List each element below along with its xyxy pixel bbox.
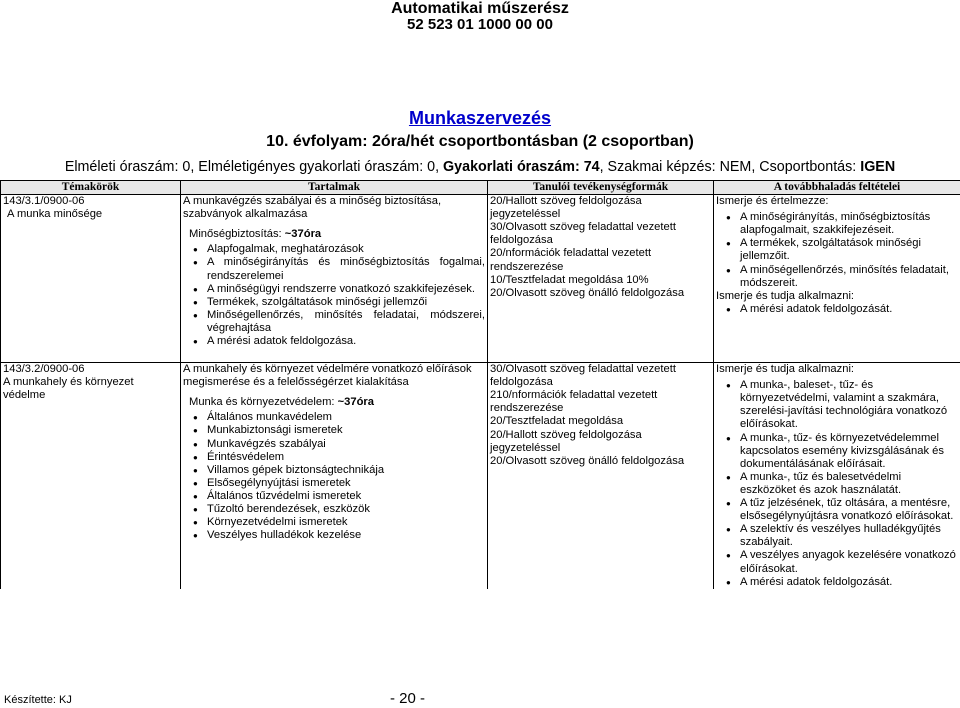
condition-item: ● A mérési adatok feldolgozását. — [724, 576, 958, 589]
table-header-row — [1, 181, 960, 195]
conditions-heading: Ismerje és értelmezze: — [716, 195, 829, 208]
condition-item: ● A munka-, tűz és balesetvédelmi eszközöket és azok használatát. — [724, 471, 958, 497]
content-item: ● Minőségellenőrzés, minősítés feladatai, módszerei, végrehajtása — [193, 309, 485, 335]
table-row — [1, 363, 960, 589]
conditions-list — [716, 211, 958, 290]
condition-item: ● A mérési adatok feldolgozását. — [724, 303, 958, 316]
condition-item: ● A tűz jelzésének, tűz oltására, a mentésre, elsősegélynyújtásra vonatkozó előírásokat. — [724, 497, 958, 523]
hours-part-a: Elméleti óraszám: 0, Elméletigényes gyakorlati óraszám: 0, — [64, 159, 444, 175]
content-item: ● A minőségirányítás és minőségbiztosítás fogalmai, rendszerelemei — [193, 256, 485, 282]
content-cell — [181, 195, 488, 363]
content-item: ● Munkavégzés szabályai — [193, 438, 485, 451]
content-list — [183, 243, 485, 348]
content-list — [183, 411, 485, 542]
activity-item: 30/Olvasott szöveg feladattal vezetett feldolgozása — [490, 221, 676, 247]
activity-item: 20/Olvasott szöveg önálló feldolgozása — [490, 286, 685, 299]
hours-info — [0, 159, 960, 175]
content-item: ● Elsősegélynyújtási ismeretek — [193, 477, 485, 490]
conditions-heading: Ismerje és tudja alkalmazni: — [716, 363, 855, 376]
column-header: Témakörök — [1, 181, 181, 195]
condition-item: ● A minőségellenőrzés, minősítés feladatait, módszereit. — [724, 264, 958, 290]
subheading-hours: ~37óra — [337, 396, 375, 409]
activities-cell — [488, 195, 714, 363]
content-item: ● Általános tűzvédelmi ismeretek — [193, 490, 485, 503]
document-title: Automatikai műszerész — [391, 0, 569, 17]
hours-part-b: Gyakorlati óraszám: 74 — [443, 159, 600, 175]
hours-part-c: , Szakmai képzés: NEM, Csoportbontás: — [599, 159, 861, 175]
document-code: 52 523 01 1000 00 00 — [407, 16, 553, 33]
condition-item: ● A szelektív és veszélyes hulladékgyűjtés szabályait. — [724, 523, 958, 549]
subheading-label: Munka és környezetvédelem: — [189, 396, 338, 409]
condition-item: ● A veszélyes anyagok kezelésére vonatkozó előírásokat. — [724, 549, 958, 575]
content-subheading — [189, 396, 485, 409]
column-header: Tartalmak — [181, 181, 488, 195]
conditions-cell — [714, 363, 960, 589]
activity-item: 20/Olvasott szöveg önálló feldolgozása — [490, 454, 685, 467]
subject-heading: Munkaszervezés — [408, 108, 552, 128]
content-intro: A munkahely és környezet védelmére vonatkozó előírások megismerése és a felelősségérzet kialakítása — [183, 363, 472, 389]
hours-part-d: IGEN — [860, 159, 896, 175]
content-intro: A munkavégzés szabályai és a minőség biztosítása, szabványok alkalmazása — [183, 195, 442, 221]
activity-item: 30/Olvasott szöveg feladattal vezetett feldolgozása — [490, 363, 676, 389]
condition-item: ● A munka-, tűz- és környezetvédelemmel kapcsolatos esemény kivizsgálásának és dokumentálásának előírásait. — [724, 432, 958, 471]
content-item: ● Termékek, szolgáltatások minőségi jellemzői — [193, 296, 485, 309]
table-row — [1, 195, 960, 363]
topic-code: 143/3.2/0900-06 — [3, 363, 85, 376]
curriculum-table — [0, 180, 960, 589]
activity-item: 20/Hallott szöveg feldolgozása jegyzeteléssel — [490, 428, 642, 454]
content-item: ● Tűzoltó berendezések, eszközök — [193, 503, 485, 516]
content-item: ● Általános munkavédelem — [193, 411, 485, 424]
content-item: ● Veszélyes hulladékok kezelése — [193, 529, 485, 542]
content-item: ● Érintésvédelem — [193, 451, 485, 464]
content-item: ● A mérési adatok feldolgozása. — [193, 335, 485, 348]
condition-item: ● A minőségirányítás, minőségbiztosítás alapfogalmait, szakkifejezéseit. — [724, 211, 958, 237]
condition-item: ● A munka-, baleset-, tűz- és környezetvédelmi, valamint a szakmára, szerelési-javítási technológiára vonatkozó előírásokat. — [724, 379, 958, 431]
footer-author: Készítette: KJ — [4, 694, 72, 706]
topic-name: A munkahely és környezet védelme — [3, 376, 134, 402]
column-header: Tanulói tevékenységformák — [488, 181, 714, 195]
page-number: - 20 - — [390, 690, 426, 707]
conditions-heading: Ismerje és tudja alkalmazni: — [716, 289, 855, 302]
activity-item: 20/Hallott szöveg feldolgozása jegyzeteléssel — [490, 195, 642, 221]
content-item: ● Munkabiztonsági ismeretek — [193, 424, 485, 437]
content-item: ● Alapfogalmak, meghatározások — [193, 243, 485, 256]
grade-info: 10. évfolyam: 2óra/hét csoportbontásban (2 csoportban) — [266, 133, 694, 150]
activity-item: 20/nformációk feladattal vezetett rendszerezése — [490, 247, 652, 273]
topic-code: 143/3.1/0900-06 — [3, 195, 85, 208]
conditions-cell — [714, 195, 960, 363]
activity-item: 20/Tesztfeladat megoldása — [490, 415, 624, 428]
content-subheading — [189, 228, 485, 241]
content-item: ● A minőségügyi rendszerre vonatkozó szakkifejezések. — [193, 283, 485, 296]
condition-item: ● A termékek, szolgáltatások minőségi jellemzőit. — [724, 237, 958, 263]
content-cell — [181, 363, 488, 589]
activity-item: 10/Tesztfeladat megoldása 10% — [490, 273, 649, 286]
subheading-label: Minőségbiztosítás: — [189, 228, 285, 241]
activities-cell — [488, 363, 714, 589]
conditions-list — [716, 303, 958, 316]
column-header: A továbbhaladás feltételei — [714, 181, 960, 195]
content-item: ● Villamos gépek biztonságtechnikája — [193, 464, 485, 477]
activity-item: 210/nformációk feladattal vezetett rendszerezése — [490, 389, 658, 415]
subheading-hours: ~37óra — [284, 228, 322, 241]
conditions-list — [716, 379, 958, 589]
topic-name: A munka minősége — [7, 208, 103, 221]
topic-cell — [1, 195, 181, 363]
topic-cell — [1, 363, 181, 589]
content-item: ● Környezetvédelmi ismeretek — [193, 516, 485, 529]
